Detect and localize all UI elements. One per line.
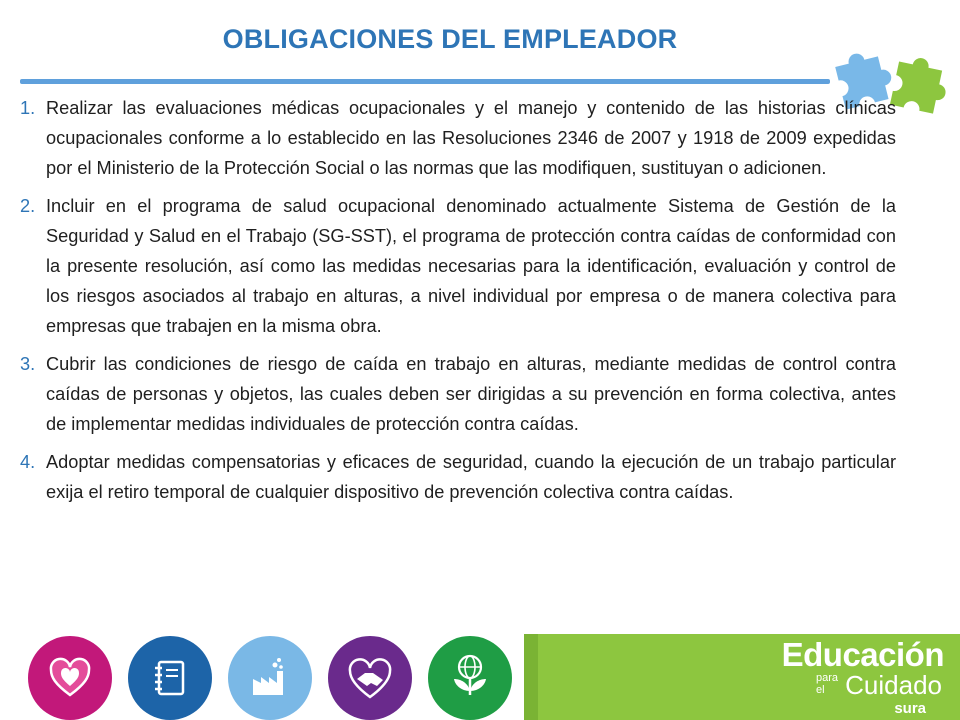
factory-icon — [228, 636, 312, 720]
globe-plant-icon — [428, 636, 512, 720]
list-item — [20, 447, 896, 507]
brand-el: el — [816, 684, 825, 696]
list-item — [20, 93, 896, 183]
item-text: Realizar las evaluaciones médicas ocupacionales y el manejo y contenido de las historias clínicas ocupacionales conforme a lo establecido en las Resoluciones 2346 de 2007 y 1918 de 2009 expedidas por el Ministerio de la Protección Social o las normas que las modifiquen, sustituyan o adicionen. — [46, 98, 896, 178]
heart-icon — [28, 636, 112, 720]
item-text: Adoptar medidas compensatorias y eficaces de seguridad, cuando la ejecución de un trabajo particular exija el retiro temporal de cualquier dispositivo de prevención colectiva contra caídas. — [46, 452, 896, 502]
brand-para: para — [816, 672, 839, 684]
footer-icon-row — [0, 632, 530, 720]
page-title: OBLIGACIONES DEL EMPLEADOR — [222, 24, 678, 54]
item-number: 4. — [20, 452, 36, 472]
company-logo-text: sura — [894, 700, 926, 717]
handshake-icon — [328, 636, 412, 720]
obligations-list — [20, 93, 896, 515]
brand-stripe — [524, 634, 538, 720]
item-text: Incluir en el programa de salud ocupacional denominado actualmente Sistema de Gestión de la Seguridad y Salud en el Trabajo (SG-SST), el programa de protección contra caídas de conformidad con la presente resolución, así como las medidas necesarias para la identificación, evaluación y control de los riesgos asociados al trabajo en alturas, a nivel individual por empresa o de manera colectiva para empresas que trabajen en la misma obra. — [46, 196, 896, 336]
list-item — [20, 349, 896, 439]
item-number: 2. — [20, 196, 36, 216]
list-item — [20, 191, 896, 341]
title-underline — [20, 79, 830, 84]
brand-cuidado: Cuidado — [845, 670, 942, 700]
brand-banner — [524, 634, 960, 720]
brand-title: Educación — [781, 636, 944, 673]
item-number: 1. — [20, 98, 36, 118]
item-text: Cubrir las condiciones de riesgo de caída en trabajo en alturas, mediante medidas de control contra caídas de personas y objetos, las cuales deben ser dirigidas a su prevención en forma colectiva, antes de implementar medidas individuales de protección contra caídas. — [46, 354, 896, 434]
item-number: 3. — [20, 354, 36, 374]
notebook-icon — [128, 636, 212, 720]
